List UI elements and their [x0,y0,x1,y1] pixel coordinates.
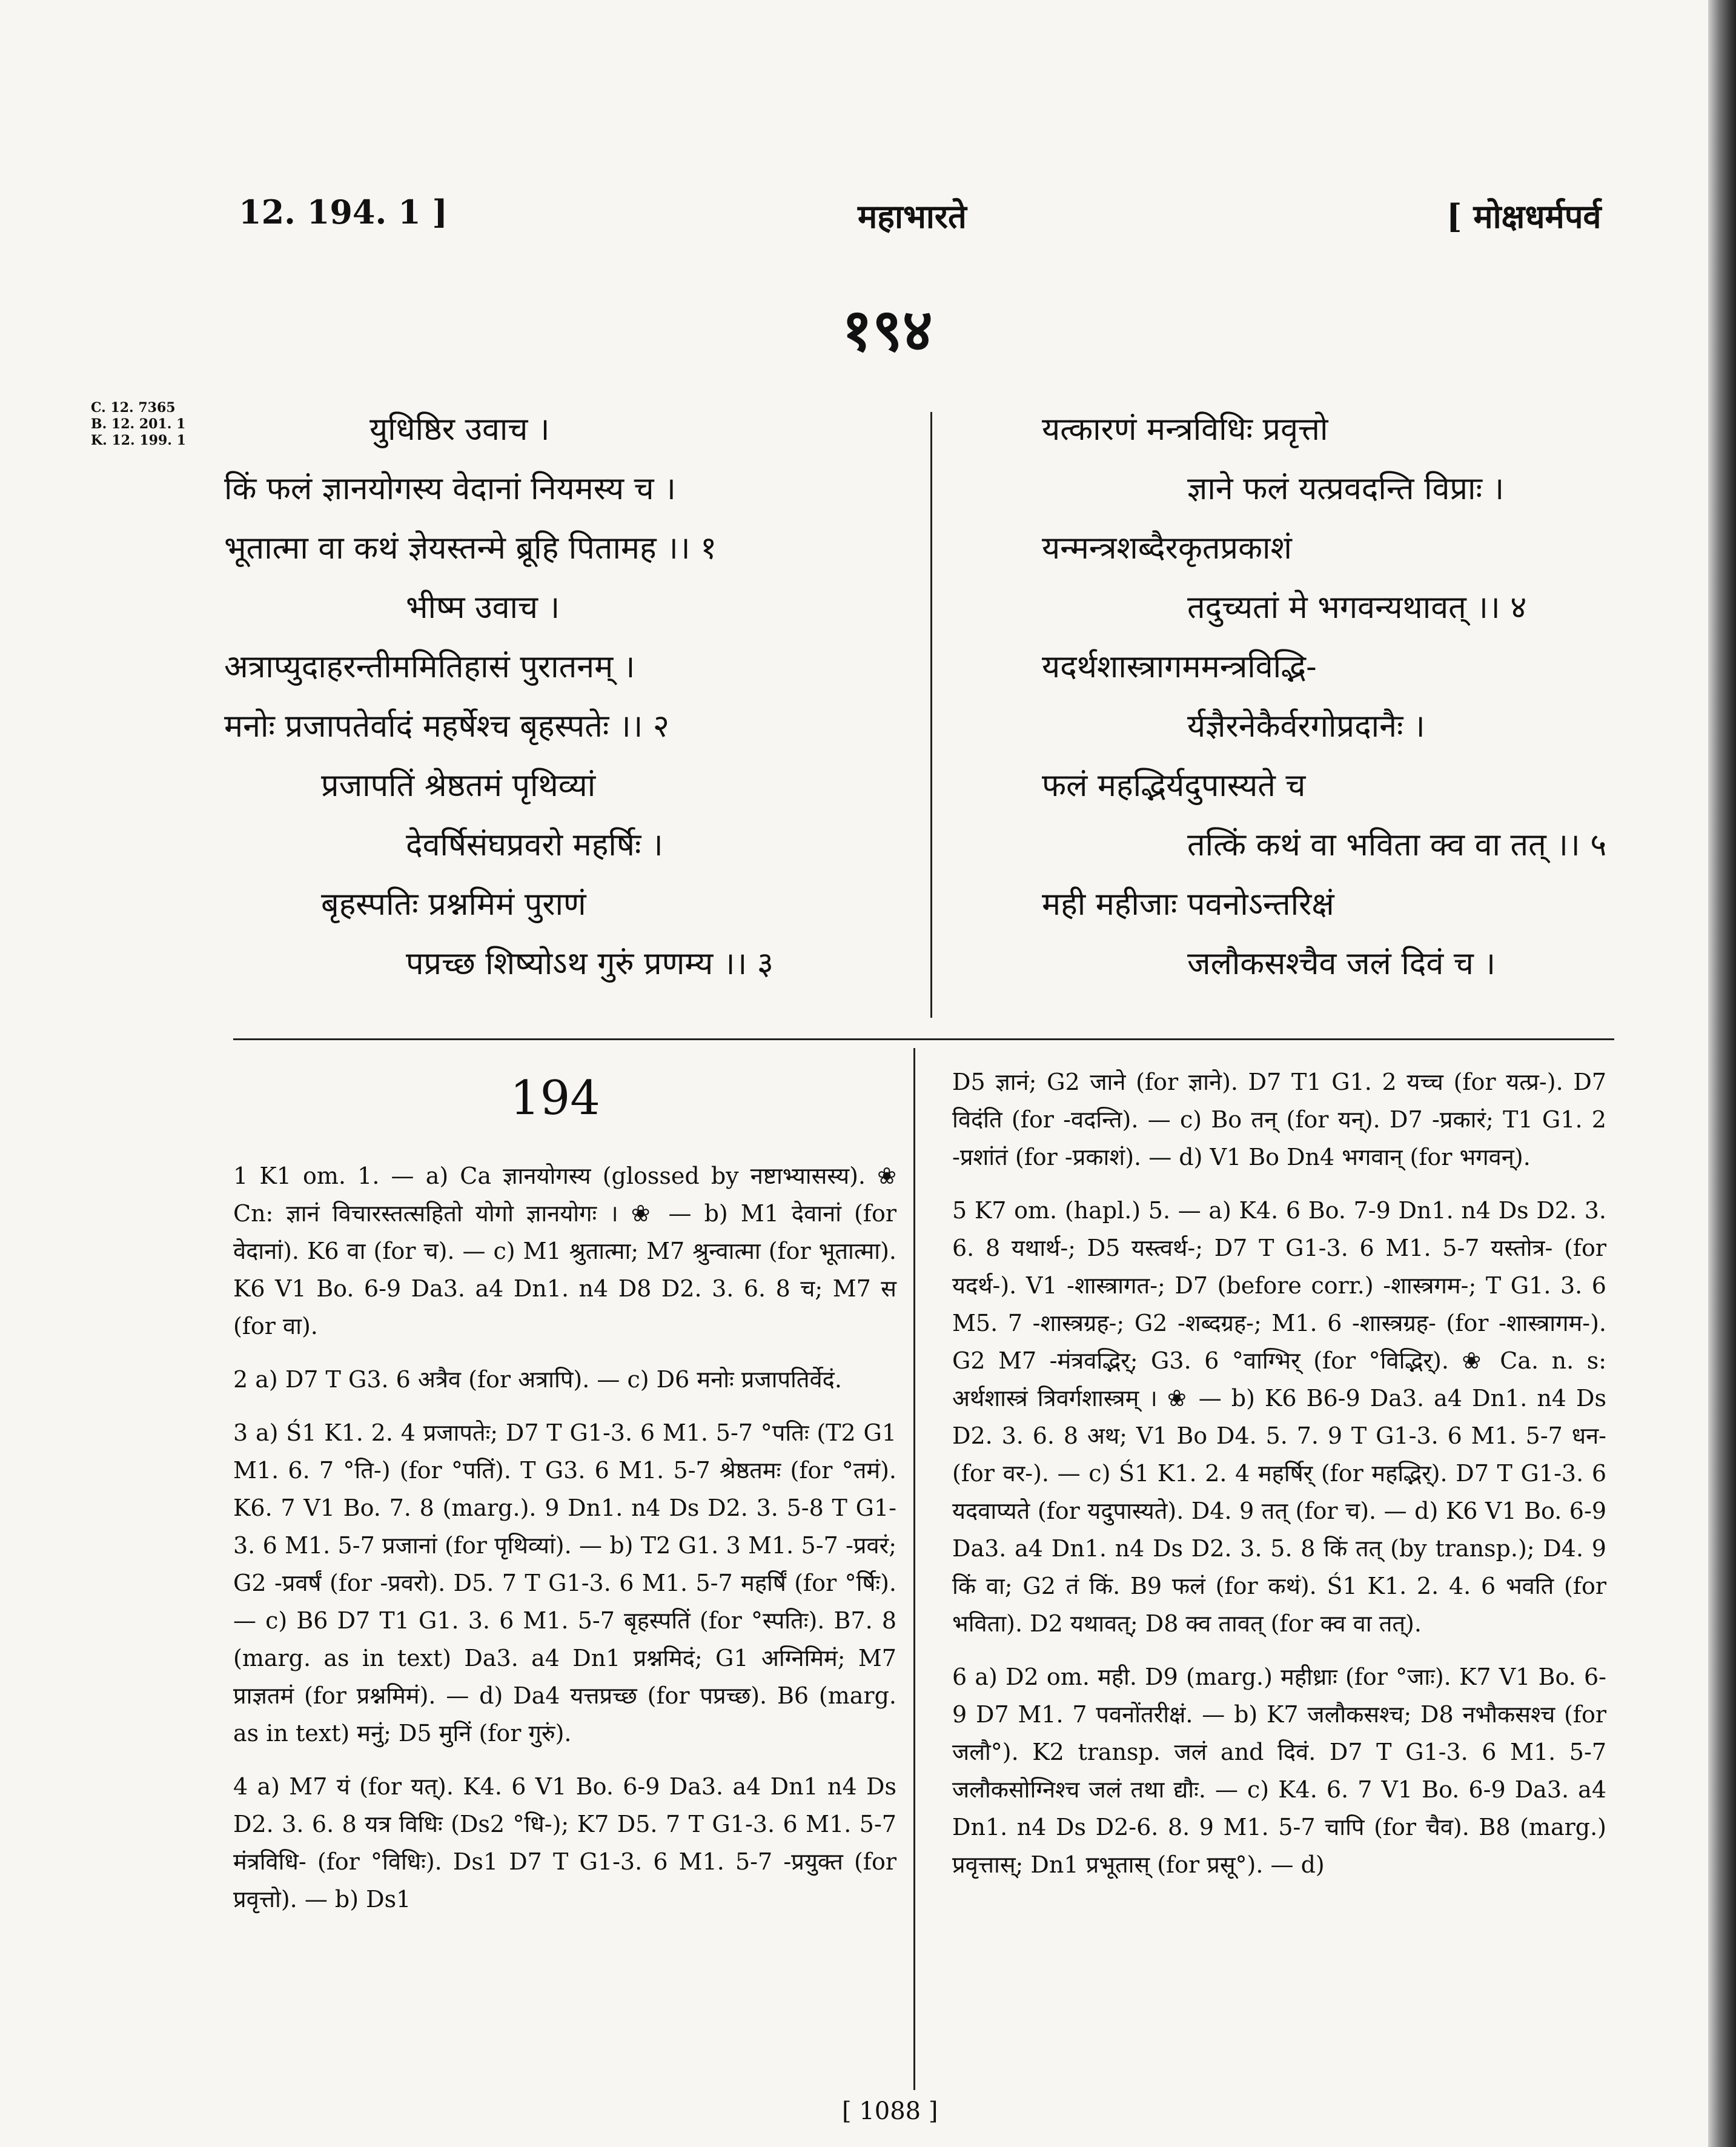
verse-line: तदुच्यतां मे भगवन्यथावत् ।। ४ [1187,589,1527,626]
note-paragraph: D5 ज्ञानं; G2 जाने (for ज्ञाने). D7 T1 G1. 2 यच्च (for यत्प्र-). D7 विदंति (for -वदन्ति). — c) Bo तन् (for यन्). D7 -प्रकारं; T1 G1. 2 -प्रशांतं (for -प्रकाशं). — d) V1 Bo Dn4 भगवान् (for भगवन्). [952,1069,1606,1170]
header-title: महाभारते [858,197,967,236]
header-section: [ मोक्षधर्मपर्व [1446,197,1602,236]
notes-column-divider [913,1048,915,2090]
critical-notes-left [233,1157,896,1934]
adhyaya-number-devanagari: १९४ [842,296,933,364]
verse-line: मनोः प्रजापतेर्वादं महर्षेश्च बृहस्पतेः ।। २ [224,708,669,745]
text-notes-divider [233,1038,1614,1040]
note-paragraph: 3 a) Ś1 K1. 2. 4 प्रजापतेः; D7 T G1-3. 6 M1. 5-7 °पतिः (T2 G1 M1. 6. 7 °ति-) (for °पतिं). T G3. 6 M1. 5-7 श्रेष्ठतमः (for °तमं). K6. 7 V1 Bo. 7. 8 (marg.). 9 Dn1. n4 Ds D2. 3. 5-8 T G1-3. 6 M1. 5-7 प्रजानां (for पृथिव्यां). — b) T2 G1. 3 M1. 5-7 -प्रवरं; G2 -प्रवर्षं (for -प्रवरो). D5. 7 T G1-3. 6 M1. 5-7 महर्षिं (for °र्षिः). — c) B6 D7 T1 G1. 3. 6 M1. 5-7 बृहस्पतिं (for °स्पतिः). B7. 8 (marg. as in text) Da3. a4 Dn1 प्रश्नमिदं; G1 अग्निमिमं; M7 प्राज्ञतमं (for प्रश्नमिमं). — d) Da4 यत्तप्रच्छ (for पप्रच्छ). B6 (marg. as in text) मनुं; D5 मुनिं (for गुरुं). [233,1419,896,1747]
concordance-line: B. 12. 201. 1 [91,416,186,432]
concordance [91,400,186,449]
verse-line: युधिष्ठिर उवाच । [369,411,550,448]
verse-line: जलौकसश्चैव जलं दिवं च । [1187,946,1496,982]
verse-line: तत्किं कथं वा भविता क्व वा तत् ।। ५ [1187,827,1607,863]
verses-left-column [224,400,915,994]
note-paragraph: 1 K1 om. 1. — a) Ca ज्ञानयोगस्य (glossed by नष्टाभ्यासस्य). ❀ Cn: ज्ञानं विचारस्तत्सहितो योगो ज्ञानयोगः । ❀ — b) M1 देवानां (for वेदानां). K6 वा (for च). — c) M1 श्रुतात्मा; M7 श्रुन्वात्मा (for भूतात्मा). K6 V1 Bo. 6-9 Da3. a4 Dn1. n4 D8 D2. 3. 6. 8 च; M7 स (for वा). [233,1163,896,1339]
verse-line: बृहस्पतिः प्रश्नमिमं पुराणं [321,886,586,923]
verse-line: भूतात्मा वा कथं ज्ञेयस्तन्मे ब्रूहि पितामह ।। १ [224,530,717,566]
note-paragraph: 4 a) M7 यं (for यत्). K4. 6 V1 Bo. 6-9 Da3. a4 Dn1 n4 Ds D2. 3. 6. 8 यत्र विधिः (Ds2 °धि-); K7 D5. 7 T G1-3. 6 M1. 5-7 मंत्रविधि- (for °विधिः). Ds1 D7 T G1-3. 6 M1. 5-7 -प्रयुक्त (for प्रवृत्तो). — b) Ds1 [233,1773,896,1913]
verse-line: यन्मन्त्रशब्दैरकृतप्रकाशं [1042,530,1292,566]
header-left-ref: 12. 194. 1 ] [239,193,448,231]
verse-line: यत्कारणं मन्त्रविधिः प्रवृत्तो [1042,411,1328,448]
verse-line: प्रजापतिं श्रेष्ठतमं पृथिव्यां [321,768,596,804]
verses-right-column [1042,400,1648,994]
concordance-line: C. 12. 7365 [91,400,176,416]
critical-notes-right [952,1063,1606,1899]
verse-line: किं फलं ज्ञानयोगस्य वेदानां नियमस्य च । [224,471,676,507]
note-paragraph: 6 a) D2 om. मही. D9 (marg.) महीध्राः (for °जाः). K7 V1 Bo. 6-9 D7 M1. 7 पवनोंतरीक्षं. — b) K7 जलौकसश्च; D8 नभौकसश्च (for जलौ°). K2 transp. जलं and दिवं. D7 T G1-3. 6 M1. 5-7 जलौकसोग्निश्च जलं तथा द्यौः. — c) K4. 6. 7 V1 Bo. 6-9 Da3. a4 Dn1. n4 Ds D2-6. 8. 9 M1. 5-7 चापि (for चैव). B8 (marg.) प्रवृत्तास्; Dn1 प्रभूतास् (for प्रसू°). — d) [952,1664,1606,1878]
verse-line: मही महीजाः पवनोऽन्तरिक्षं [1042,886,1334,923]
verse-line: देवर्षिसंघप्रवरो महर्षिः । [406,827,663,863]
verse-line: ज्ञाने फलं यत्प्रवदन्ति विप्राः । [1187,471,1505,507]
verse-line: यदर्थशास्त्रागममन्त्रविद्भि- [1042,649,1317,685]
verse-line: पप्रच्छ शिष्योऽथ गुरुं प्रणम्य ।। ३ [406,946,774,982]
note-paragraph: 5 K7 om. (hapl.) 5. — a) K4. 6 Bo. 7-9 Dn1. n4 Ds D2. 3. 6. 8 यथार्थ-; D5 यस्त्वर्थ-; D7 T G1-3. 6 M1. 5-7 यस्तोत्र- (for यदर्थ-). V1 -शास्त्रागत-; D7 (before corr.) -शास्त्रगम-; T G1. 3. 6 M5. 7 -शास्त्रग्रह-; G2 -शब्दग्रह-; M1. 6 -शास्त्रग्रह- (for -शास्त्रागम-). G2 M7 -मंत्रवद्भिर्; G3. 6 °वाग्भिर् (for °विद्भिर्). ❀ Ca. n. s: अर्थशास्त्रं त्रिवर्गशास्त्रम् । ❀ — b) K6 B6-9 Da3. a4 Dn1. n4 Ds D2. 3. 6. 8 अथ; V1 Bo D4. 5. 7. 9 T G1-3. 6 M1. 5-7 धन- (for वर-). — c) Ś1 K1. 2. 4 महर्षिर् (for महद्भिर्). D7 T G1-3. 6 यदवाप्यते (for यदुपास्यते). D4. 9 तत् (for च). — d) K6 V1 Bo. 6-9 Da3. a4 Dn1. n4 Ds D2. 3. 5. 8 किं तत् (by transp.); D4. 9 किं वा; G2 तं किं. B9 फलं (for कथं). Ś1 K1. 2. 4. 6 भवति (for भविता). D2 यथावत्; D8 क्व तावत् (for क्व वा तत्). [952,1197,1606,1637]
verse-line: भीष्म उवाच । [406,589,560,626]
verse-line: फलं महद्भिर्यदुपास्यते च [1042,768,1306,804]
verse-column-divider [930,412,932,1018]
page-number: [ 1088 ] [842,2097,938,2125]
verse-line: र्यज्ञैरनेकैर्वरगोप्रदानैः । [1187,708,1425,745]
note-paragraph: 2 a) D7 T G3. 6 अत्रैव (for अत्रापि). — c) D6 मनोः प्रजापतिर्वेदं. [233,1366,842,1393]
verse-line: अत्राप्युदाहरन्तीममितिहासं पुरातनम् । [224,649,635,685]
concordance-line: K. 12. 199. 1 [91,433,186,448]
adhyaya-number-arabic: 194 [510,1071,600,1126]
page-edge-shadow [1708,0,1736,2147]
